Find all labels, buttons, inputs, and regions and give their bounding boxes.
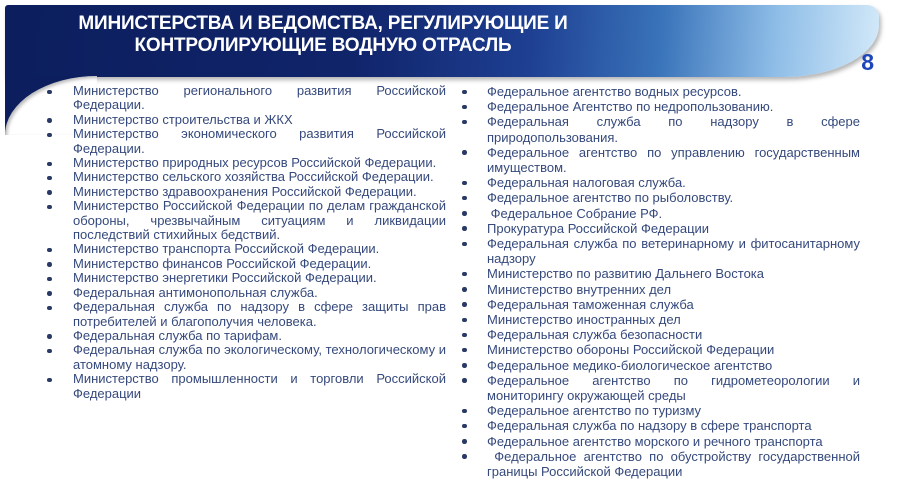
list-item: Федеральная служба по ветеринарному и фитосанитарному надзору [455, 236, 860, 266]
list-item: Министерство сельского хозяйства Российской Федерации. [32, 170, 446, 184]
list-item: Федеральное агентство морского и речного транспорта [455, 434, 860, 449]
list-item: Федеральное агентство по гидрометеорологии и мониторингу окружающей среды [455, 373, 860, 403]
list-item: Федеральная служба безопасности [455, 327, 860, 342]
list-item: Федеральное агентство по рыболовству. [455, 190, 860, 205]
list-item: Министерство внутренних дел [455, 282, 860, 297]
list-item: Министерство природных ресурсов Российской Федерации. [32, 156, 446, 170]
list-item: Министерство экономического развития Российской Федерации. [32, 127, 446, 156]
list-item: Федеральная служба по надзору в сфере защиты прав потребителей и благополучия человека. [32, 300, 446, 329]
list-item: Федеральное агентство по управлению государственным имуществом. [455, 145, 860, 175]
page-number: 8 [861, 49, 874, 75]
list-item: Федеральное агентство по обустройству государственной границы Российской Федерации [455, 449, 860, 479]
ministries-list-right [455, 84, 860, 479]
list-item: Федеральная служба по тарифам. [32, 329, 446, 343]
list-item: Федеральное медико-биологическое агентство [455, 358, 860, 373]
list-item: Министерство Российской Федерации по делам гражданской обороны, чрезвычайным ситуациям и ликвидации последствий стихийных бедствий. [32, 199, 446, 242]
list-item: Федеральная антимонопольная служба. [32, 286, 446, 300]
list-item: Федеральное агентство по туризму [455, 403, 860, 418]
list-item: Министерство финансов Российской Федерации. [32, 257, 446, 271]
slide-title-line1: МИНИСТЕРСТВА И ВЕДОМСТВА, РЕГУЛИРУЮЩИЕ И [78, 13, 568, 34]
list-item: Федеральное агентство водных ресурсов. [455, 84, 860, 99]
list-item: Министерство промышленности и торговли Российской Федерации [32, 372, 446, 401]
list-item: Федеральная налоговая служба. [455, 175, 860, 190]
list-item: Министерство обороны Российской Федерации [455, 342, 860, 357]
list-item: Министерство иностранных дел [455, 312, 860, 327]
list-item: Федеральное Агентство по недропользованию. [455, 99, 860, 114]
list-item: Федеральная служба по надзору в сфере транспорта [455, 418, 860, 433]
list-item: Федеральная служба по надзору в сфере природопользования. [455, 114, 860, 144]
list-item: Министерство здравоохранения Российской Федерации. [32, 185, 446, 199]
ministries-list-left [32, 84, 446, 401]
slide-title [28, 13, 618, 57]
list-item: Министерство транспорта Российской Федерации. [32, 242, 446, 256]
list-item: Министерство регионального развития Российской Федерации. [32, 84, 446, 113]
list-item: Федеральная служба по экологическому, технологическому и атомному надзору. [32, 343, 446, 372]
list-item: Министерство энергетики Российской Федерации. [32, 271, 446, 285]
list-item: Прокуратура Российской Федерации [455, 221, 860, 236]
slide-title-line2: КОНТРОЛИРУЮЩИЕ ВОДНУЮ ОТРАСЛЬ [134, 35, 512, 56]
list-item: Министерство по развитию Дальнего Востока [455, 266, 860, 281]
list-item: Министерство строительства и ЖКХ [32, 113, 446, 127]
list-item: Федеральная таможенная служба [455, 297, 860, 312]
list-item: Федеральное Собрание РФ. [455, 206, 860, 221]
